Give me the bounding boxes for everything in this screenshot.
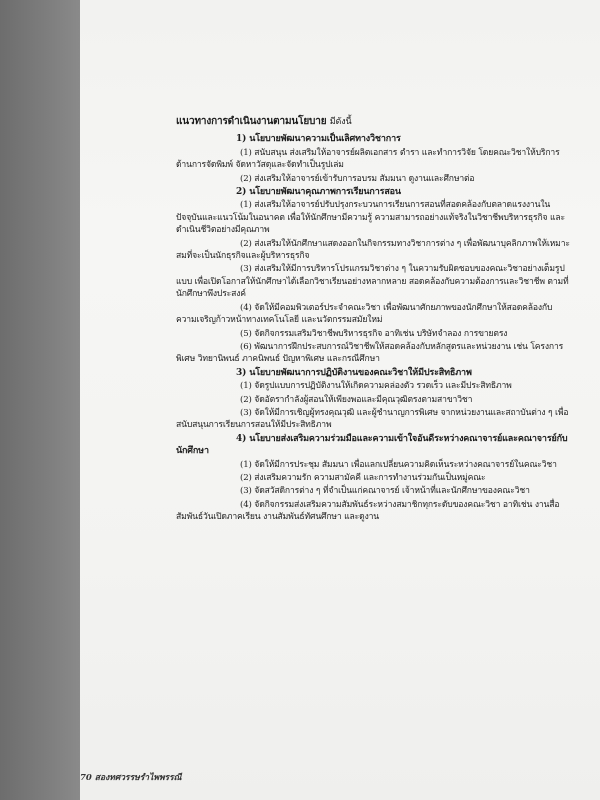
section-title: 3) นโยบายพัฒนาการปฏิบัติงานของคณะวิชาให้มีประสิทธิภาพ: [236, 367, 472, 378]
list-item: (1) จัดรูปแบบการปฏิบัติงานให้เกิดความคล่องตัว รวดเร็ว และมีประสิทธิภาพ: [240, 381, 512, 392]
list-item: (2) ส่งเสริมให้นักศึกษาแสดงออกในกิจกรรมทางวิชาการต่าง ๆ เพื่อพัฒนาบุคลิกภาพให้เหมาะสมที่จะเป็นนักธุรกิจและผู้บริหารธุรกิจ: [176, 238, 570, 262]
list-item: (2) จัดอัตรากำลังผู้สอนให้เพียงพอและมีคุณวุฒิตรงตามสาขาวิชา: [240, 394, 473, 405]
list-item: (1) สนับสนุน ส่งเสริมให้อาจารย์ผลิตเอกสาร ตำรา และทำการวิจัย โดยคณะวิชาให้บริการด้านการจัดพิมพ์ จัดหาวัสดุและจัดทำเป็นรูปเล่ม: [176, 147, 560, 171]
list-item: (3) ส่งเสริมให้มีการบริหารโปรแกรมวิชาต่าง ๆ ในความรับผิดชอบของคณะวิชาอย่างเต็มรูปแบบ เพื่อเปิดโอกาสให้นักศึกษาได้เลือกวิชาเรียนอย่างหลากหลาย สอดคล้องกับความต้องการและวิชาชีพ ตามที่นักศึกษาพึงประสงค์: [176, 264, 569, 300]
list-item: (3) จัดสวัสดิการต่าง ๆ ที่จำเป็นแก่คณาจารย์ เจ้าหน้าที่และนักศึกษาของคณะวิชา: [240, 486, 530, 497]
list-item: (6) พัฒนาการฝึกประสบการณ์วิชาชีพให้สอดคล้องกับหลักสูตรและหน่วยงาน เช่น โครงการพิเศษ วิทยานิพนธ์ ภาคนิพนธ์ ปัญหาพิเศษ และกรณีศึกษา: [176, 341, 564, 365]
section-4: [176, 433, 572, 524]
list-item: (4) จัดกิจกรรมส่งเสริมความสัมพันธ์ระหว่างสมาชิกทุกระดับของคณะวิชา อาทิเช่น งานสื่อสัมพันธ์วันเปิดภาคเรียน งานสัมพันธ์ทัศนศึกษา และดูงาน: [176, 499, 560, 523]
list-item: (1) ส่งเสริมให้อาจารย์ปรับปรุงกระบวนการเรียนการสอนที่สอดคล้องกับตลาดแรงงานในปัจจุบันและแนวโน้มในอนาคต เพื่อให้นักศึกษามีความรู้ ความสามารถอย่างแท้จริงในวิชาชีพบริหารธุรกิจ และดำเนินชีวิตอย่างมีคุณภาพ: [176, 200, 565, 236]
section-1: [176, 133, 572, 185]
list-item: (3) จัดให้มีการเชิญผู้ทรงคุณวุฒิ และผู้ชำนาญการพิเศษ จากหน่วยงานและสถาบันต่าง ๆ เพื่อสนับสนุนการเรียนการสอนให้มีประสิทธิภาพ: [176, 407, 569, 431]
page-heading: [176, 116, 572, 128]
page-footer: 70 สองทศวรรษรำไพพรรณี: [80, 773, 182, 783]
heading-note: มีดังนี้: [329, 117, 352, 127]
list-item: (2) ส่งเสริมให้อาจารย์เข้ารับการอบรม สัมมนา ดูงานและศึกษาต่อ: [240, 173, 475, 184]
list-item: (1) จัดให้มีการประชุม สัมมนา เพื่อแลกเปลี่ยนความคิดเห็นระหว่างคณาจารย์ในคณะวิชา: [240, 459, 557, 470]
section-2: [176, 186, 572, 366]
section-3: [176, 367, 572, 432]
section-title: 4) นโยบายส่งเสริมความร่วมมือและความเข้าใจอันดีระหว่างคณาจารย์และคณาจารย์กับนักศึกษา: [176, 433, 568, 457]
heading-text: แนวทางการดำเนินงานตามนโยบาย: [176, 116, 327, 127]
document-body: [176, 116, 572, 525]
list-item: (4) จัดให้มีคอมพิวเตอร์ประจำคณะวิชา เพื่อพัฒนาศักยภาพของนักศึกษาให้สอดคล้องกับความเจริญก้าวหน้าทางเทคโนโลยี และนวัตกรรมสมัยใหม่: [176, 302, 553, 326]
section-title: 1) นโยบายพัฒนาความเป็นเลิศทางวิชาการ: [236, 134, 401, 145]
section-title: 2) นโยบายพัฒนาคุณภาพการเรียนการสอน: [236, 187, 401, 198]
scan-gutter-shadow: [0, 0, 80, 800]
list-item: (2) ส่งเสริมความรัก ความสามัคคี และการทำงานร่วมกันเป็นหมู่คณะ: [240, 472, 486, 483]
list-item: (5) จัดกิจกรรมเสริมวิชาชีพบริหารธุรกิจ อาทิเช่น บริษัทจำลอง การขายตรง: [240, 328, 508, 339]
